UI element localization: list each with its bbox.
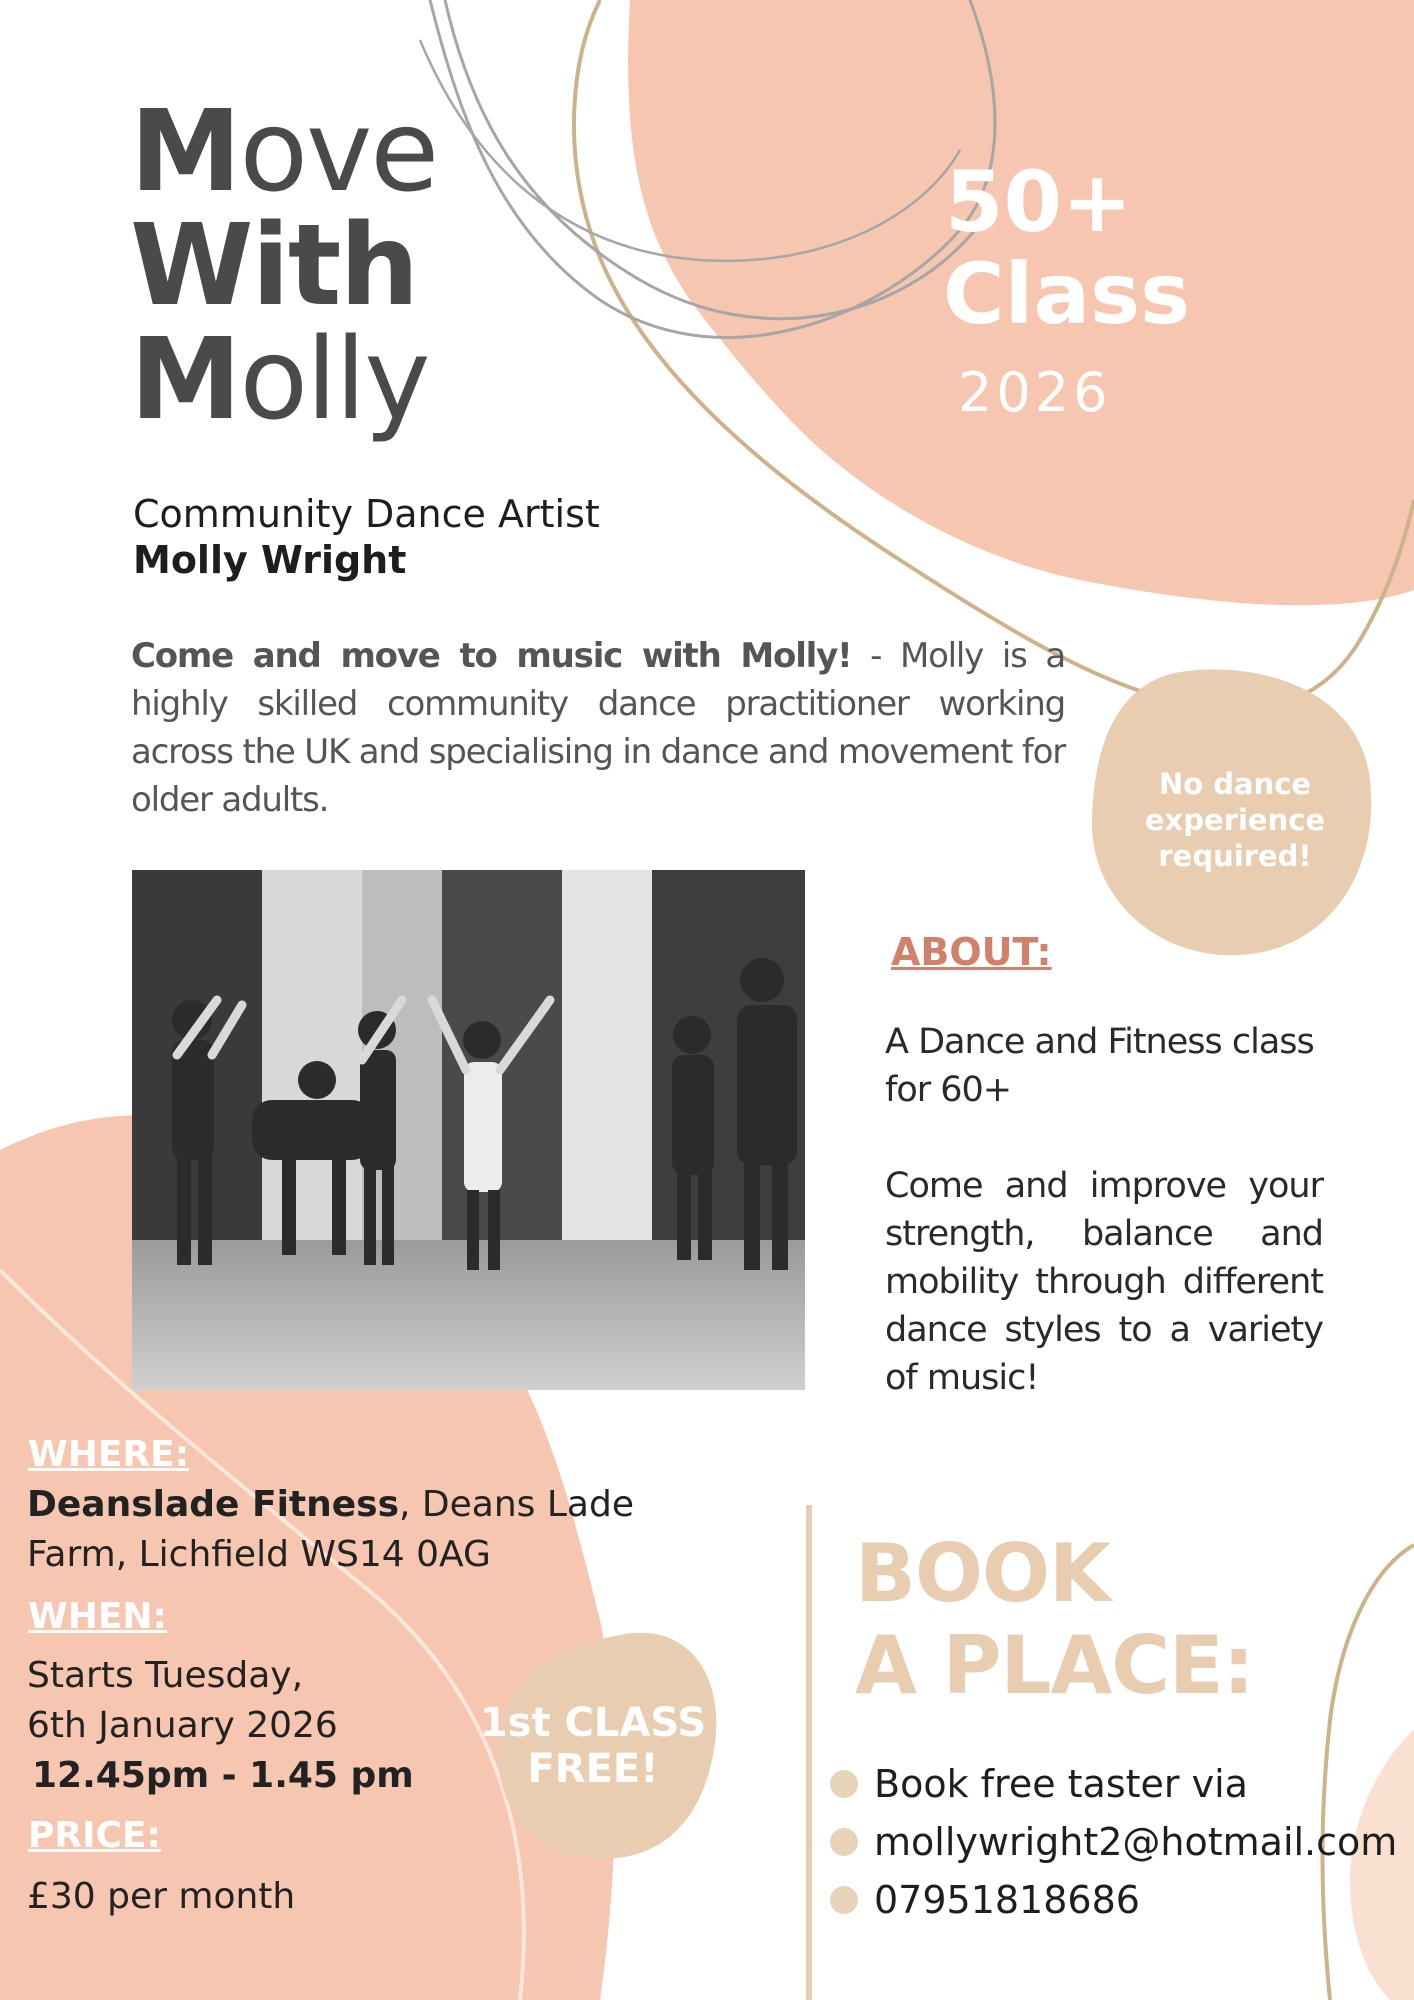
about-para-2: Come and improve your strength, balance and mobility through different dance styles to a variety of music! bbox=[885, 1166, 1323, 1398]
book-item-phone[interactable] bbox=[830, 1872, 1140, 1928]
book-heading-line-1: BOOK bbox=[855, 1527, 1110, 1620]
about-para-1 bbox=[885, 1018, 1323, 1114]
free-class-line-2: FREE! bbox=[527, 1746, 659, 1792]
dance-class-image bbox=[132, 870, 805, 1390]
title-initial-m-2: M bbox=[130, 315, 240, 445]
when-line-1: Starts Tuesday, bbox=[27, 1655, 304, 1696]
about-heading: ABOUT: bbox=[891, 930, 1052, 974]
price-heading: PRICE: bbox=[28, 1815, 161, 1856]
price-value: £30 per month bbox=[27, 1876, 296, 1917]
intro-bold: Come and move to music with Molly! bbox=[131, 636, 852, 676]
no-experience-text bbox=[1120, 766, 1350, 874]
book-item-email[interactable] bbox=[830, 1814, 1397, 1870]
title-initial-m: M bbox=[130, 87, 240, 217]
contact-phone[interactable]: 07951818686 bbox=[874, 1878, 1140, 1922]
title-with: With bbox=[130, 201, 418, 331]
bullet-dot-icon bbox=[830, 1886, 858, 1914]
contact-email[interactable]: mollywright2@hotmail.com bbox=[874, 1820, 1398, 1864]
bullet-dot-icon bbox=[830, 1828, 858, 1856]
title-move-rest: ove bbox=[239, 87, 438, 217]
book-divider-line bbox=[806, 1505, 812, 2000]
title-line-2 bbox=[130, 201, 418, 331]
badge-year: 2026 bbox=[958, 361, 1112, 424]
address-line-2: Farm, Lichfield WS14 0AG bbox=[27, 1534, 491, 1575]
book-item-taster bbox=[830, 1756, 1248, 1812]
book-heading-line-2: A PLACE: bbox=[855, 1619, 1254, 1712]
dance-class-photo bbox=[132, 870, 805, 1390]
address-line-1: , Deans Lade bbox=[399, 1484, 634, 1525]
about-para-1-line-1: A Dance and Fitness class bbox=[885, 1022, 1314, 1062]
free-class-line-1: 1st CLASS bbox=[479, 1700, 707, 1746]
when-heading: WHEN: bbox=[28, 1596, 167, 1637]
artist-role: Community Dance Artist bbox=[133, 492, 600, 536]
when-details bbox=[27, 1651, 414, 1801]
no-experience-line-1: No dance bbox=[1158, 767, 1312, 801]
title-molly-rest: olly bbox=[239, 315, 429, 445]
bullet-dot-icon bbox=[830, 1770, 858, 1798]
artist-name: Molly Wright bbox=[133, 538, 407, 582]
intro-rest: - Molly is a highly skilled community dance practitioner working across the UK and specialising in dance and movement for older adults. bbox=[131, 636, 1066, 820]
free-class-text bbox=[478, 1700, 708, 1792]
when-time: 12.45pm - 1.45 pm bbox=[32, 1755, 414, 1796]
intro-paragraph bbox=[131, 632, 1065, 824]
when-line-2: 6th January 2026 bbox=[27, 1705, 338, 1746]
where-heading: WHERE: bbox=[28, 1434, 190, 1475]
title-line-3 bbox=[130, 315, 429, 445]
venue-name: Deanslade Fitness bbox=[27, 1484, 400, 1525]
where-address bbox=[27, 1480, 634, 1580]
title-line-1 bbox=[130, 87, 438, 217]
no-experience-line-2: experience bbox=[1144, 803, 1326, 837]
badge-50-plus: 50+ bbox=[945, 153, 1133, 251]
no-experience-line-3: required! bbox=[1158, 839, 1312, 873]
book-item-label: Book free taster via bbox=[874, 1762, 1248, 1806]
badge-class: Class bbox=[943, 245, 1191, 343]
about-para-1-line-2: for 60+ bbox=[885, 1070, 1012, 1110]
